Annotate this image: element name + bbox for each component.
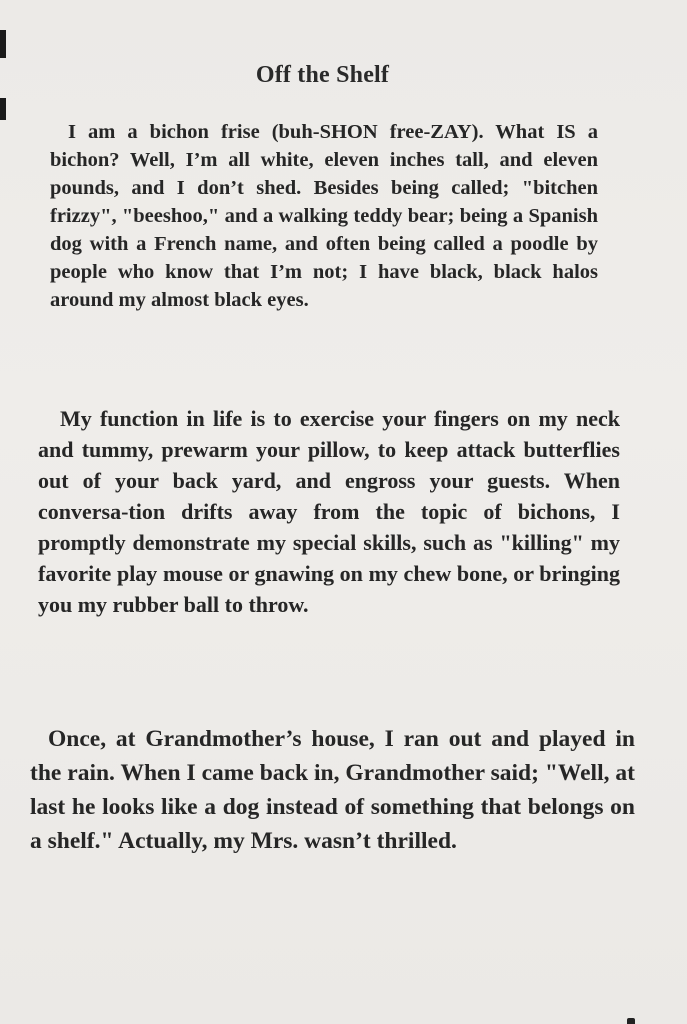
paragraph-3: Once, at Grandmother’s house, I ran out and played in the rain. When I came back in, Grandmother said; "Well, at last he looks like a dog instead of something that belongs on a shelf." Actually, my Mrs. wasn’t thrilled. <box>30 726 635 854</box>
paragraph-1: I am a bichon frise (buh-SHON free-ZAY). What IS a bichon? Well, I’m all white, eleven inches tall, and eleven pounds, and I don’t shed. Besides being called; "bitchen frizzy", "beeshoo," and a walking teddy bear; being a Spanish dog with a French name, and often being called a poodle by people who know that I’m not; I have black, black halos around my almost black eyes. <box>50 121 598 311</box>
binding-edge-mark <box>0 30 6 58</box>
paragraph-2: My function in life is to exercise your fingers on my neck and tummy, prewarm your pillow, to keep attack butterflies out of your back yard, and engross your guests. When conversa-tion drifts away from the topic of bichons, I promptly demonstrate my special skills, such as "killing" my favorite play mouse or gnawing on my chew bone, or bringing you my rubber ball to throw. <box>38 406 620 617</box>
page-corner-mark <box>627 1018 635 1024</box>
binding-edge-mark <box>0 98 6 120</box>
page-title: Off the Shelf <box>255 62 390 89</box>
